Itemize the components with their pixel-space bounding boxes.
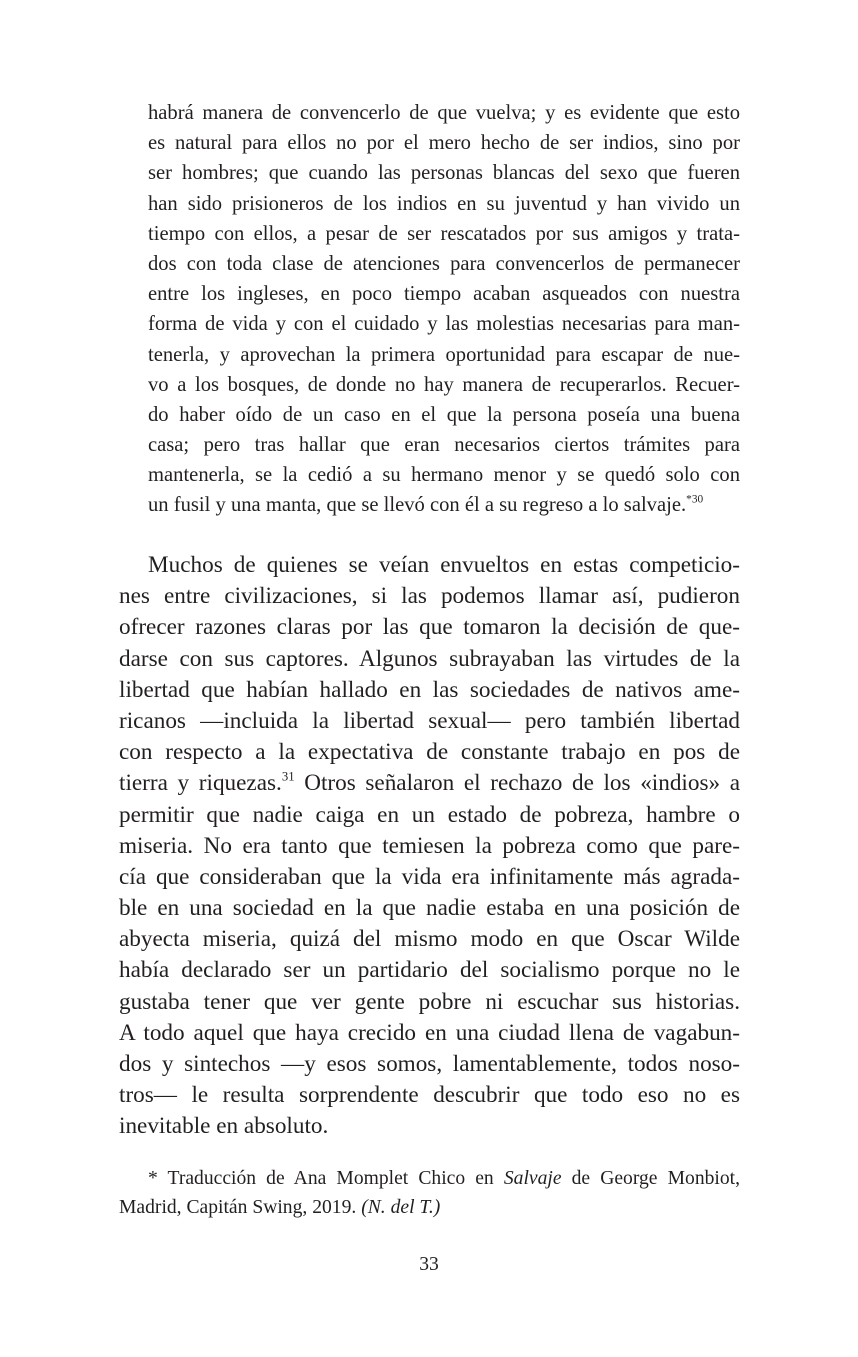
quote-line: vo a los bosques, de donde no hay manera de recuperarlos. Recuer- bbox=[148, 373, 740, 396]
body-line: dos y sintechos —y esos somos, lamentablemente, todos noso- bbox=[119, 1051, 740, 1077]
block-quote bbox=[148, 98, 740, 521]
body-line: ble en una sociedad en la que nadie estaba en una posición de bbox=[119, 895, 740, 922]
body-line: miseria. No era tanto que temiesen la pobreza como que pare- bbox=[119, 832, 740, 859]
quote-line: dos con toda clase de atenciones para convencerlos de permanecer bbox=[148, 252, 740, 275]
endnote-number: 30 bbox=[691, 493, 704, 506]
footnote-line bbox=[119, 1193, 740, 1222]
quote-line: forma de vida y con el cuidado y las molestias necesarias para man- bbox=[148, 313, 740, 336]
body-line: con respecto a la expectativa de constante trabajo en pos de bbox=[119, 739, 740, 766]
quote-line: han sido prisioneros de los indios en su juventud y han vivido un bbox=[148, 192, 740, 215]
body-line: A todo aquel que haya crecido en una ciudad llena de vagabun- bbox=[119, 1019, 740, 1046]
body-line-with-ref bbox=[119, 768, 740, 799]
footnote-text: Traducción de Ana Momplet Chico en bbox=[157, 1168, 504, 1189]
quote-line: tiempo con ellos, a pesar de ser rescatados por sus amigos y trata- bbox=[148, 222, 740, 245]
quote-line: tenerla, y aprovechan la primera oportunidad para escapar de nue- bbox=[148, 343, 740, 366]
body-line: permitir que nadie caiga en un estado de pobreza, hambre o bbox=[119, 801, 740, 828]
body-line: libertad que habían hallado en las sociedades de nativos ame- bbox=[119, 676, 740, 703]
page-number: 33 bbox=[419, 1254, 439, 1275]
body-line: nes entre civilizaciones, si las podemos llamar así, pudieron bbox=[119, 583, 740, 610]
quote-line: casa; pero tras hallar que eran necesarios ciertos trámites para bbox=[148, 434, 740, 457]
body-line: darse con sus captores. Algunos subrayaban las virtudes de la bbox=[119, 645, 740, 672]
quote-line: entre los ingleses, en poco tiempo acaban asqueados con nuestra bbox=[148, 283, 740, 306]
quote-line-text: un fusil y una manta, que se llevó con él a su regreso a lo salvaje. bbox=[148, 494, 687, 517]
body-paragraph bbox=[119, 550, 740, 1143]
quote-line: es natural para ellos no por el mero hecho de ser indios, sino por bbox=[148, 132, 740, 155]
quote-line: habrá manera de convencerlo de que vuelva; y es evidente que esto bbox=[148, 102, 740, 124]
footnote-text: Madrid, Capitán Swing, 2019. bbox=[119, 1197, 362, 1218]
body-line: abyecta miseria, quizá del mismo modo en que Oscar Wilde bbox=[119, 926, 740, 953]
endnote-number[interactable]: 31 bbox=[281, 769, 295, 784]
footnote-ref[interactable] bbox=[686, 494, 703, 506]
translator-note: (N. del T.) bbox=[361, 1197, 441, 1218]
body-line: había declarado ser un partidario del socialismo porque no le bbox=[119, 957, 740, 984]
body-line: cía que consideraban que la vida era infinitamente más agrada- bbox=[119, 863, 740, 890]
body-line: tros— le resulta sorprendente descubrir que todo eso no es bbox=[119, 1082, 740, 1109]
book-title: Salvaje bbox=[503, 1168, 562, 1189]
body-line-text: tierra y riquezas. bbox=[119, 770, 282, 797]
footnote-marker: * bbox=[148, 1168, 158, 1189]
body-line-text: Otros señalaron el rechazo de los «indios» a bbox=[294, 770, 741, 797]
body-line: Muchos de quienes se veían envueltos en estas competicio- bbox=[148, 552, 740, 578]
footnote-line bbox=[119, 1164, 740, 1193]
quote-line: do haber oído de un caso en el que la persona poseía una buena bbox=[148, 403, 740, 426]
quote-line: mantenerla, se la cedió a su hermano menor y se quedó solo con bbox=[148, 464, 740, 487]
quote-line: ser hombres; que cuando las personas blancas del sexo que fueren bbox=[148, 162, 740, 185]
body-line: inevitable en absoluto. bbox=[119, 1113, 329, 1140]
quote-line-last bbox=[148, 490, 740, 520]
body-line: gustaba tener que ver gente pobre ni escuchar sus historias. bbox=[119, 988, 740, 1015]
body-line: ricanos —incluida la libertad sexual— pero también libertad bbox=[119, 707, 740, 734]
body-line: ofrecer razones claras por las que tomaron la decisión de que- bbox=[119, 614, 740, 641]
footnote-text: de George Monbiot, bbox=[561, 1168, 740, 1189]
footnote-asterisk: * bbox=[686, 493, 692, 506]
footnote bbox=[119, 1164, 740, 1222]
